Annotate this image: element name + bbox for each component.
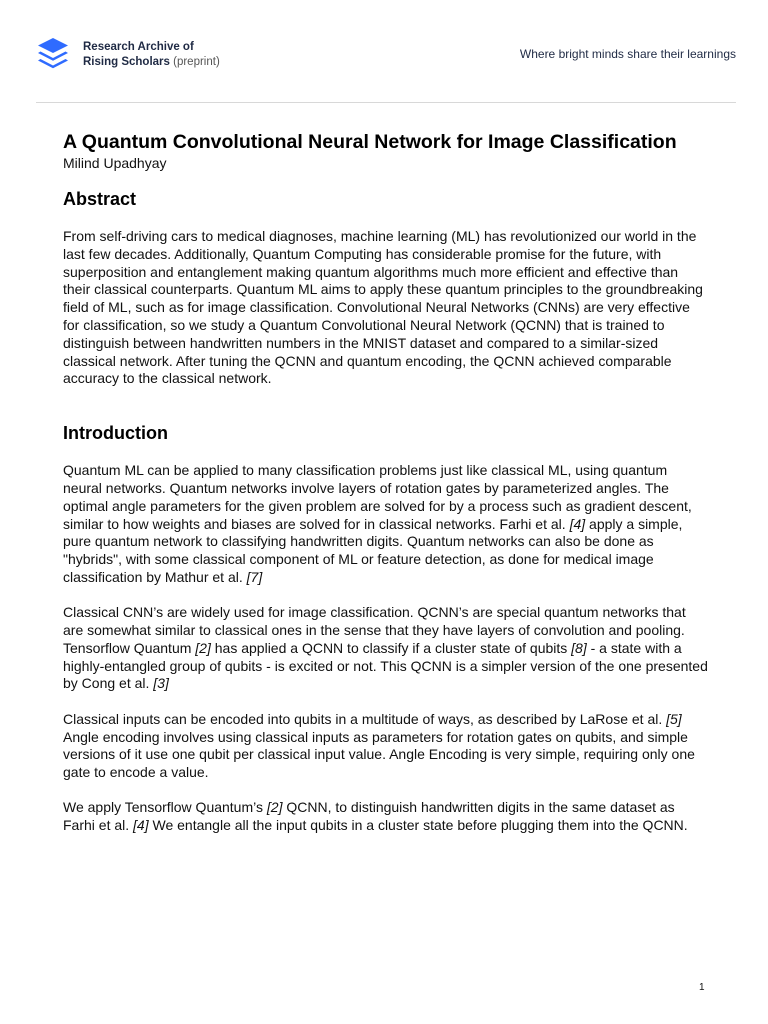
introduction-heading: Introduction <box>63 423 168 444</box>
brand-suffix: (preprint) <box>173 56 220 68</box>
abstract-text: From self-driving cars to medical diagnoses, machine learning (ML) has revolutionized our world in the last few decades. Additionally, Quantum Computing has considerable promise for the future, with superposition and entanglement making quantum algorithms much more efficient and effective than their classical counterparts. Quantum ML aims to apply these quantum principles to the groundbreaking field of ML, such as for image classification. Convolutional Neural Networks (CNNs) are very effective for classification, so we study a Quantum Convolutional Neural Network (QCNN) that is trained to distinguish between handwritten numbers in the MNIST dataset and compared to a similar-sized classical network. After tuning the QCNN and quantum encoding, the QCNN achieved comparable accuracy to the classical network. <box>63 228 703 387</box>
citation: [4] <box>569 515 586 532</box>
paper-title: A Quantum Convolutional Neural Network for Image Classification <box>63 131 677 153</box>
intro-paragraph-3 <box>63 711 708 782</box>
citation: [8] <box>571 639 587 656</box>
text-run: We apply Tensorflow Quantum’s <box>63 799 267 816</box>
header-divider <box>36 102 736 103</box>
citation: [3] <box>153 675 169 692</box>
brand-name <box>83 40 220 70</box>
text-run: Quantum ML can be applied to many classification problems just like classical ML, using quantum neural networks. Quantum networks involve layers of rotation gates by parameterized angles. The optimal angle parameters for the given problem are solved for by a process such as gradient descent, similar to how weights and biases are solved for in classical networks. Farhi et al. <box>63 462 692 532</box>
brand-line-1: Research Archive of <box>83 41 194 53</box>
text-run: apply a simple, pure quantum network to classifying handwritten digits. Quantum networks can also be done as "hybrids", with some classical component of ML or feature detection, as done for medical image classification by Mathur et al. <box>63 515 683 585</box>
citation: [4] <box>133 817 149 834</box>
brand-line-2 <box>83 55 220 70</box>
text-run: Classical CNN’s are widely used for image classification. QCNN’s are special quantum networks that are somewhat similar to classical ones in the sense that they have layers of convolution and pooling. Tensorflow Quantum <box>63 604 686 656</box>
intro-paragraph-4 <box>63 799 708 835</box>
tagline: Where bright minds share their learnings <box>519 47 736 61</box>
intro-paragraph-1 <box>63 462 708 587</box>
text-run: - a state with a highly-entangled group of qubits - is excited or not. This QCNN is a simpler version of the one presented by Cong et al. <box>63 639 708 692</box>
citation: [2] <box>266 799 283 816</box>
intro-paragraph-2 <box>63 604 708 693</box>
citation: [2] <box>195 639 211 656</box>
text-run: QCNN, to distinguish handwritten digits in the same dataset as Farhi et al. <box>63 799 675 834</box>
layers-logo-icon <box>36 36 70 72</box>
abstract-heading: Abstract <box>63 189 137 209</box>
text-run: Angle encoding involves using classical inputs as parameters for rotation gates on qubits, and simple versions of it use one qubit per classical input value. Angle Encoding is very simple, requiring only one gate to encode a value. <box>63 728 695 781</box>
text-run: Classical inputs can be encoded into qubits in a multitude of ways, as described by LaRose et al. <box>63 710 667 727</box>
text-run: We entangle all the input qubits in a cluster state before plugging them into the QCNN. <box>148 817 688 834</box>
brand-line-2-text: Rising Scholars <box>83 56 170 68</box>
citation: [5] <box>666 710 682 727</box>
paper-content <box>63 130 708 835</box>
text-run: has applied a QCNN to classify if a cluster state of qubits <box>210 639 572 656</box>
citation: [7] <box>246 568 263 585</box>
page-number: 1 <box>699 982 705 993</box>
site-header <box>36 36 736 76</box>
paper-author: Milind Upadhyay <box>63 155 167 171</box>
